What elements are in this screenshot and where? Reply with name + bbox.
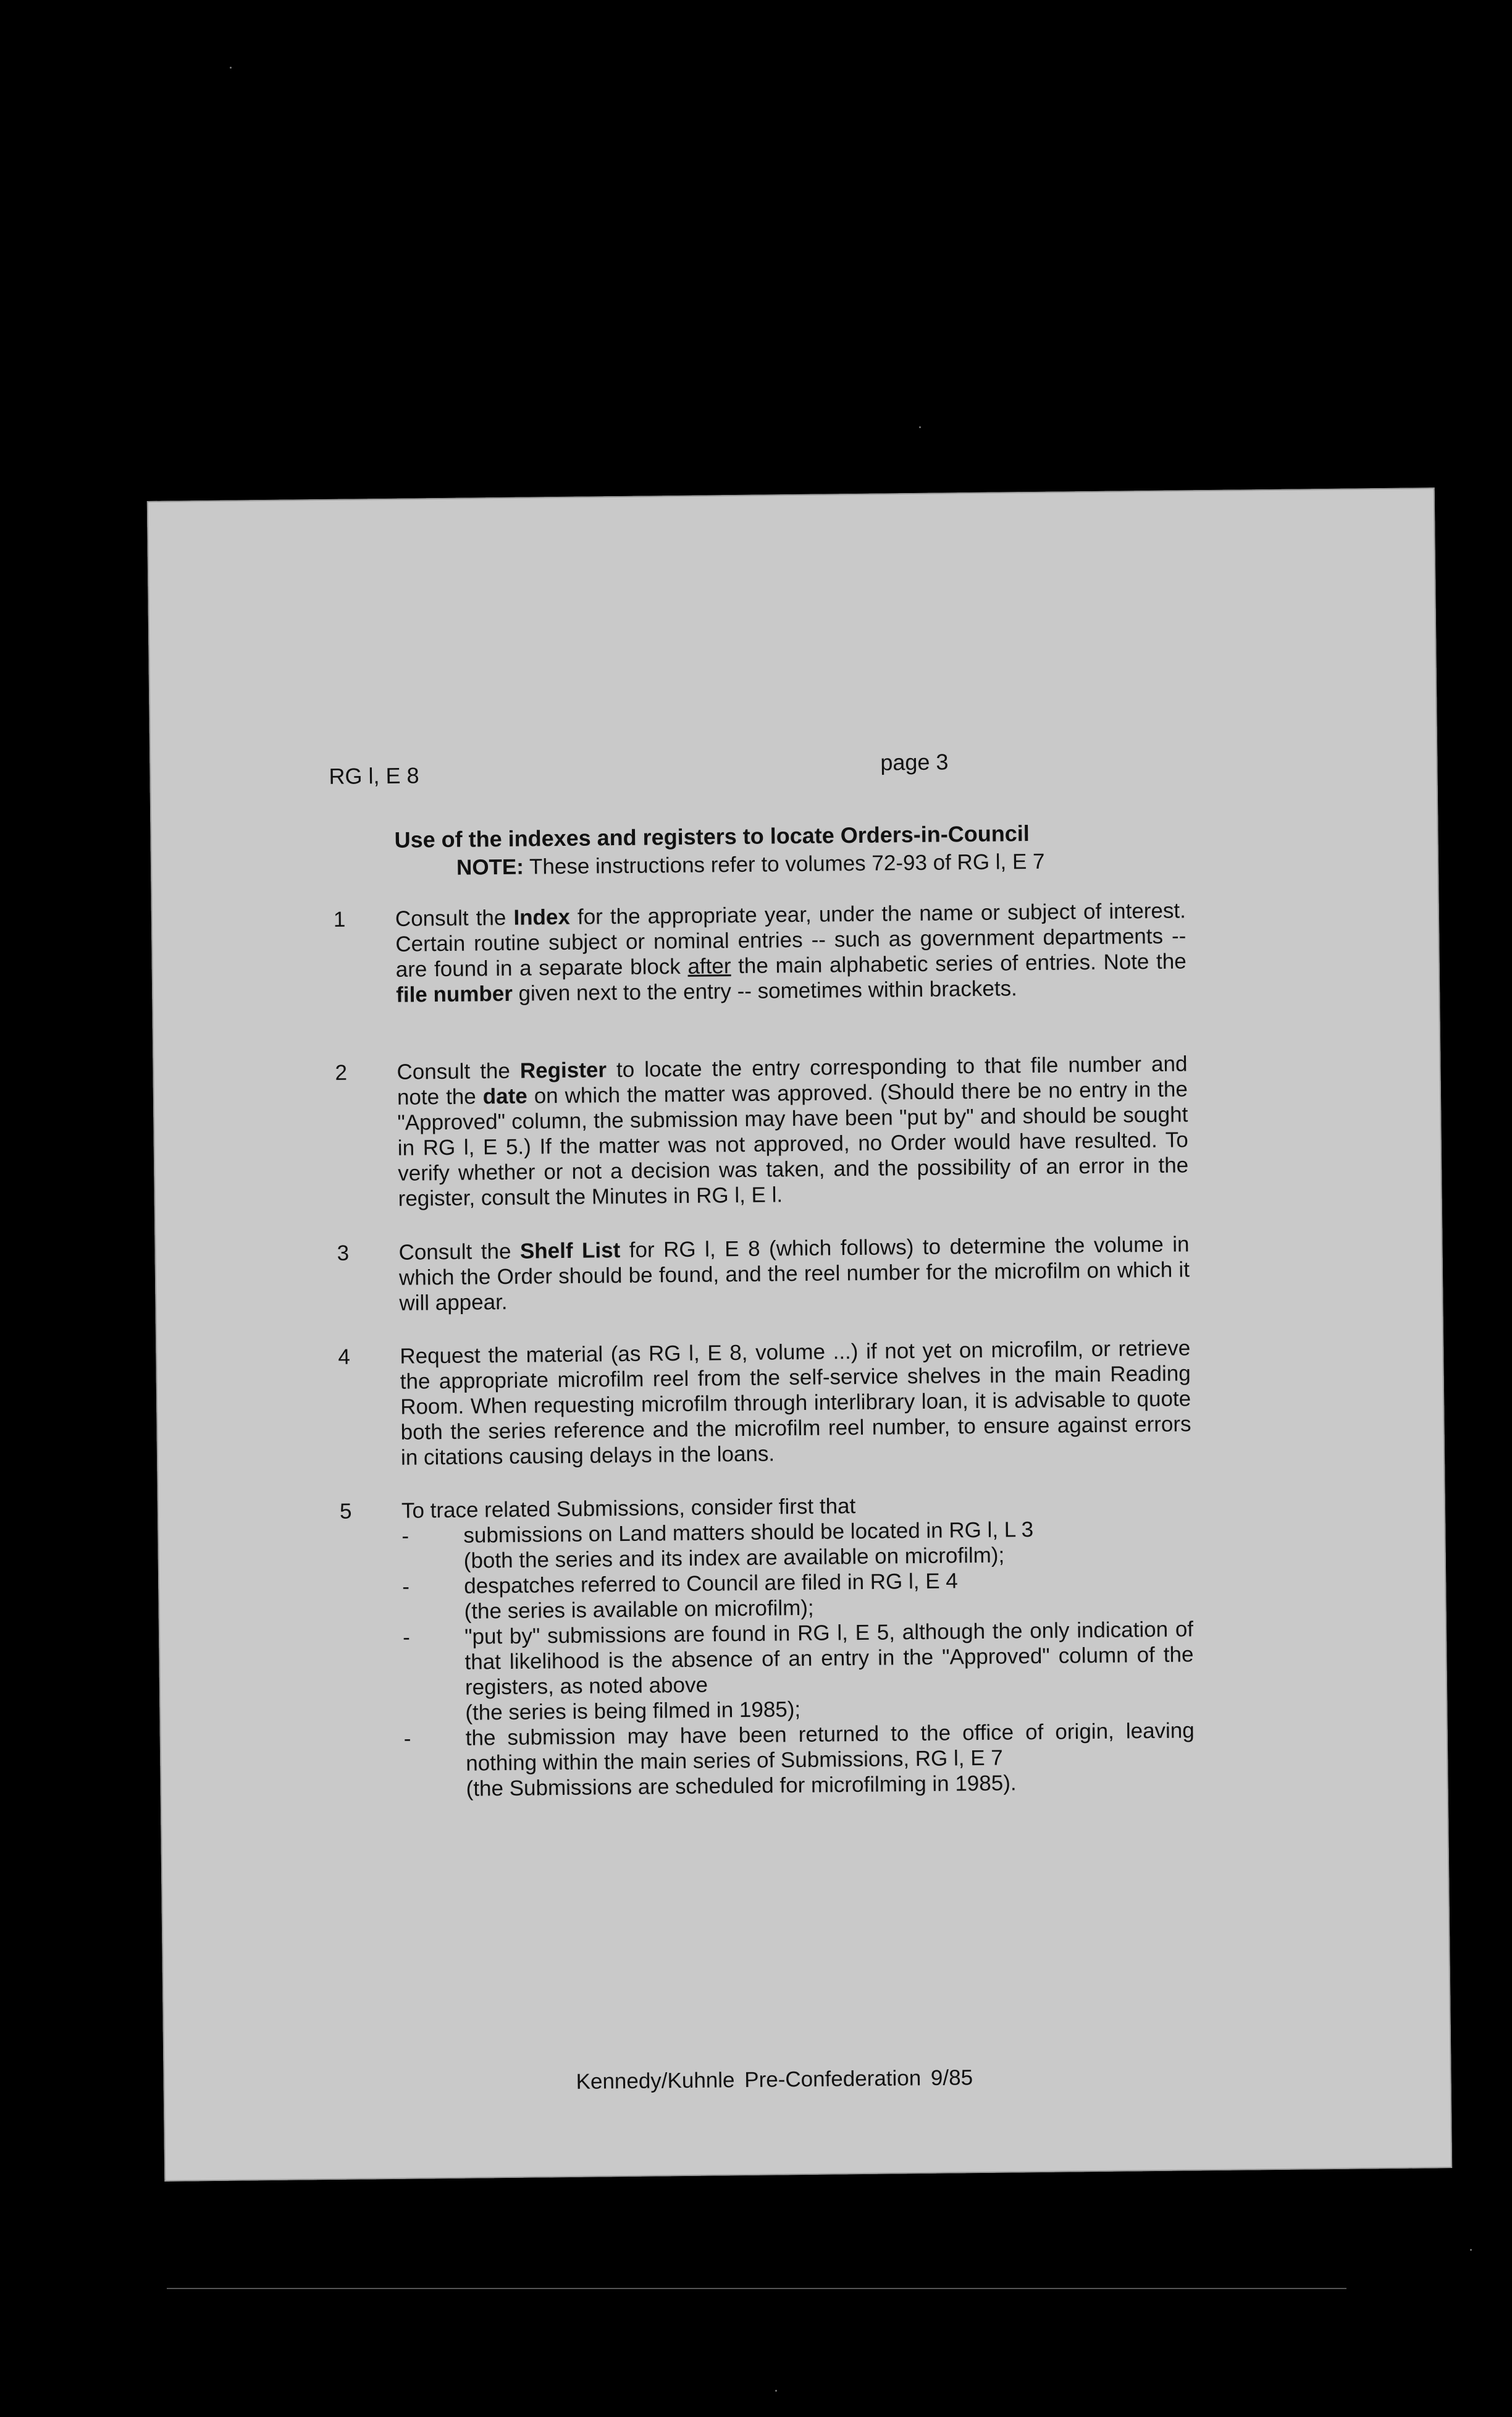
- footer-credit: Kennedy/Kuhnle Pre-Confederation 9/85: [576, 2065, 973, 2094]
- instruction-item-4: [338, 1335, 1191, 1470]
- note-label: NOTE:: [456, 854, 524, 880]
- item-number: 4: [338, 1344, 351, 1369]
- dust-speck: [230, 67, 232, 69]
- document-title: Use of the indexes and registers to locate Orders-in-Council: [394, 820, 1030, 853]
- dust-speck: [775, 2390, 777, 2392]
- item-number: 3: [337, 1241, 350, 1265]
- note-line: [456, 849, 1045, 880]
- item-number: 2: [335, 1060, 348, 1085]
- item-text: [401, 1490, 1195, 1802]
- instruction-item-5: [339, 1490, 1195, 1801]
- file-number-term: file number: [396, 981, 513, 1007]
- item-text: Consult the Shelf List for RG l, E 8 (which follows) to determine the volume in which the Order should be found, and the reel number for the microfilm on which it will appear.: [398, 1232, 1190, 1315]
- item-number: 5: [339, 1499, 352, 1524]
- index-term: Index: [513, 905, 571, 930]
- instruction-item-1: [333, 898, 1186, 1007]
- note-text: These instructions refer to volumes 72-93 of RG l, E 7: [529, 849, 1045, 879]
- after-emphasis: after: [687, 954, 731, 979]
- bullet-dash: -: [402, 1574, 410, 1599]
- sub-item: - the submission may have been returned to the office of origin, leaving nothing within the main series of Submissions, RG l, E 7 (the Submissions are scheduled for microfilming in 1985).: [403, 1718, 1195, 1801]
- item-intro: To trace related Submissions, consider first that: [401, 1494, 856, 1523]
- dust-speck: [919, 426, 921, 428]
- item-text: Request the material (as RG l, E 8, volume ...) if not yet on microfilm, or retrieve the appropriate microfilm reel from the self-service shelves in the main Reading Room. When requesting microfilm through interlibrary loan, it is advisable to quote both the series reference and the microfilm reel number, to ensure against errors in citations causing delays in the loans.: [400, 1336, 1191, 1470]
- document-sheet: [147, 487, 1452, 2182]
- shelf-list-term: Shelf List: [519, 1238, 621, 1263]
- item-text: Consult the Register to locate the entry corresponding to that file number and note the date on which the matter was approved. (Should there be no entry in the "Approved" column, the submission may have been "put by" and should be sought in RG l, E 5.) If the matter was not approved, no Order would have resulted. To verify whether or not a decision was taken, and the possibility of an error in the register, consult the Minutes in RG l, E l.: [397, 1052, 1189, 1211]
- date-term: date: [482, 1084, 527, 1109]
- register-term: Register: [519, 1058, 607, 1083]
- item-number: 1: [333, 907, 346, 932]
- sub-item: - "put by" submissions are found in RG l, E 5, although the only indication of that likelihood is the absence of an entry in the "Approved" column of the registers, as noted above (the series is being filmed in 1985);: [402, 1617, 1194, 1725]
- dust-speck: [1470, 2249, 1472, 2251]
- sub-item: - submissions on Land matters should be located in RG l, L 3 (both the series and its index are available on microfilm);: [401, 1517, 1034, 1573]
- scan-edge-line: [167, 2288, 1346, 2289]
- page-number: page 3: [880, 749, 949, 775]
- bullet-dash: -: [402, 1625, 410, 1650]
- bullet-dash: -: [403, 1726, 411, 1751]
- instruction-item-3: [337, 1231, 1190, 1315]
- sub-item: - despatches referred to Council are filed in RG l, E 4 (the series is available on microfilm);: [402, 1569, 958, 1624]
- instruction-item-2: [335, 1051, 1189, 1211]
- record-group-reference: RG l, E 8: [329, 762, 419, 789]
- bullet-dash: -: [401, 1524, 410, 1548]
- document-content: [147, 487, 1452, 2182]
- item-text: Consult the Index for the appropriate year, under the name or subject of interest. Certain routine subject or nominal entries -- such as government departments -- are found in a separate block after the main alphabetic series of entries. Note the file number given next to the entry -- sometimes within brackets.: [395, 898, 1186, 1007]
